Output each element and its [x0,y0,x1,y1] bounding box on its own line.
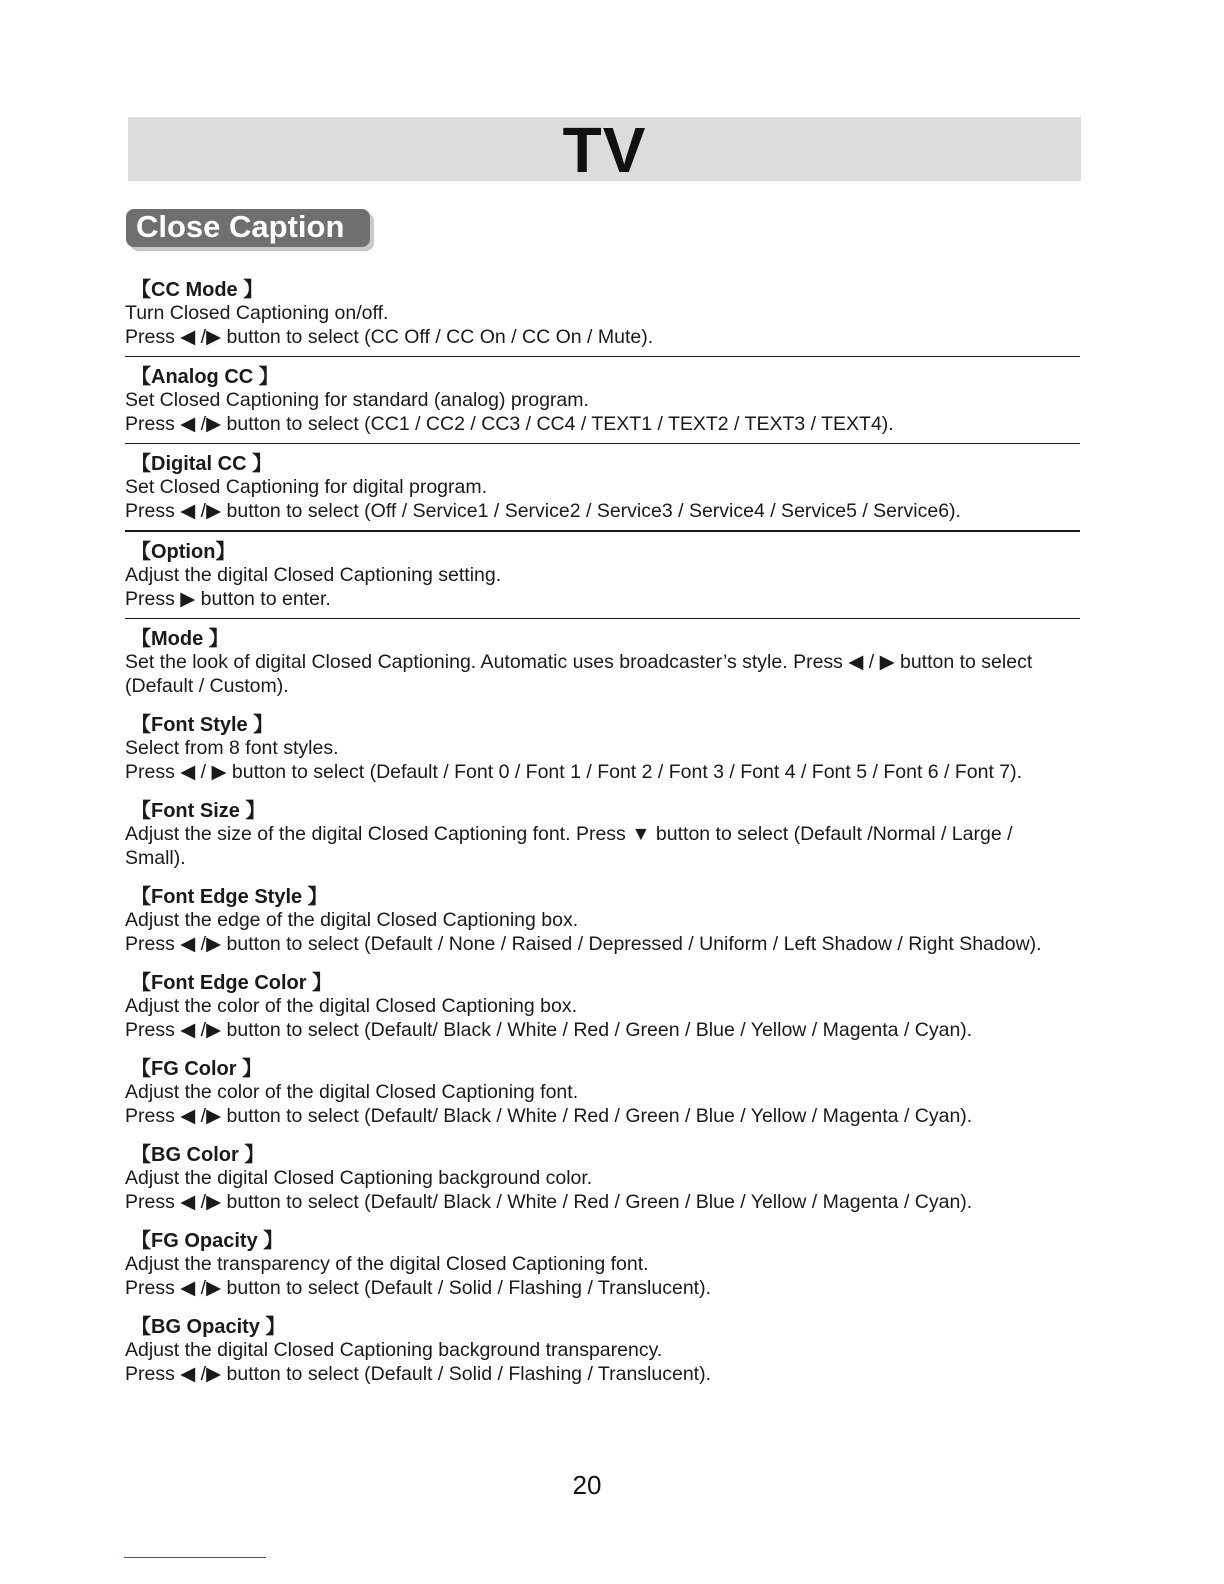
setting-heading: 【CC Mode 】 [131,279,264,301]
setting-instruction: Press ◀ /▶ button to select (Default/ Black / White / Red / Green / Blue / Yellow / Magenta / Cyan). [125,1018,973,1041]
setting-instruction: Press ◀ /▶ button to select (CC1 / CC2 / CC3 / CC4 / TEXT1 / TEXT2 / TEXT3 / TEXT4). [125,412,894,435]
setting-entry [125,1143,1115,1214]
setting-description: Select from 8 font styles. [125,737,339,759]
setting-description: Adjust the color of the digital Closed Captioning font. [125,1081,579,1103]
setting-description: Adjust the edge of the digital Closed Captioning box. [125,909,579,931]
setting-entry [125,627,1055,698]
setting-instruction: Press ◀ /▶ button to select (Default / None / Raised / Depressed / Uniform / Left Shadow / Right Shadow). [125,932,1042,955]
setting-instruction: Press ◀ /▶ button to select (Default/ Black / White / Red / Green / Blue / Yellow / Magenta / Cyan). [125,1104,973,1127]
setting-heading: 【Font Style 】 [131,714,274,736]
page-title: TV [562,114,647,186]
setting-heading: 【FG Color 】 [131,1058,263,1080]
setting-heading: 【BG Color 】 [131,1144,265,1166]
setting-instruction: Press ◀ /▶ button to select (Off / Service1 / Service2 / Service3 / Service4 / Service5 / Service6). [125,499,961,522]
setting-entry [125,452,1080,532]
setting-instruction: Press ◀ /▶ button to select (Default / Solid / Flashing / Translucent). [125,1362,711,1385]
setting-description: Set Closed Captioning for standard (analog) program. [125,389,589,411]
section-tab [126,209,370,247]
setting-heading: 【Font Edge Style 】 [131,886,328,908]
setting-heading: 【Digital CC 】 [131,453,273,475]
title-banner [128,114,1081,186]
setting-entry [125,540,1080,619]
setting-description: Adjust the digital Closed Captioning background color. [125,1167,593,1189]
setting-instruction: Press ▶ button to enter. [125,587,331,610]
footer-rule [124,1557,266,1558]
setting-entry [125,799,1025,870]
setting-heading: 【BG Opacity 】 [131,1316,286,1338]
setting-heading: 【FG Opacity 】 [131,1230,284,1252]
setting-entry [125,971,1115,1042]
setting-description: Adjust the digital Closed Captioning background transparency. [125,1339,663,1361]
section-title: Close Caption [136,209,345,244]
setting-description: Turn Closed Captioning on/off. [125,302,389,324]
setting-description: Set the look of digital Closed Captioning. Automatic uses broadcaster’s style. Press ◀ / ▶ button to select (Default / Custom). [125,651,1033,697]
setting-instruction: Press ◀ /▶ button to select (Default / Solid / Flashing / Translucent). [125,1276,711,1299]
setting-instruction: Press ◀ / ▶ button to select (Default / Font 0 / Font 1 / Font 2 / Font 3 / Font 4 / Font 5 / Font 6 / Font 7). [125,760,1023,783]
setting-entry [125,885,1115,956]
setting-description: Adjust the size of the digital Closed Captioning font. Press ▼ button to select (Default /Normal / Large / Small). [125,823,1013,869]
setting-entry [125,1229,1115,1300]
setting-description: Adjust the digital Closed Captioning setting. [125,564,502,586]
setting-heading: 【Font Size 】 [131,800,266,822]
setting-instruction: Press ◀ /▶ button to select (Default/ Black / White / Red / Green / Blue / Yellow / Magenta / Cyan). [125,1190,973,1213]
setting-description: Adjust the color of the digital Closed Captioning box. [125,995,578,1017]
setting-heading: 【Font Edge Color 】 [131,972,333,994]
page-number: 20 [572,1470,602,1500]
setting-entry [125,1315,1115,1386]
setting-entry [125,278,1080,357]
setting-instruction: Press ◀ /▶ button to select (CC Off / CC On / CC On / Mute). [125,325,654,348]
setting-heading: 【Option】 [131,541,236,563]
setting-list [125,278,1115,1401]
setting-description: Set Closed Captioning for digital program. [125,476,488,498]
setting-entry [125,713,1115,784]
setting-description: Adjust the transparency of the digital Closed Captioning font. [125,1253,649,1275]
setting-entry [125,1057,1115,1128]
setting-heading: 【Mode 】 [131,628,229,650]
setting-entry [125,365,1080,444]
setting-heading: 【Analog CC 】 [131,366,279,388]
